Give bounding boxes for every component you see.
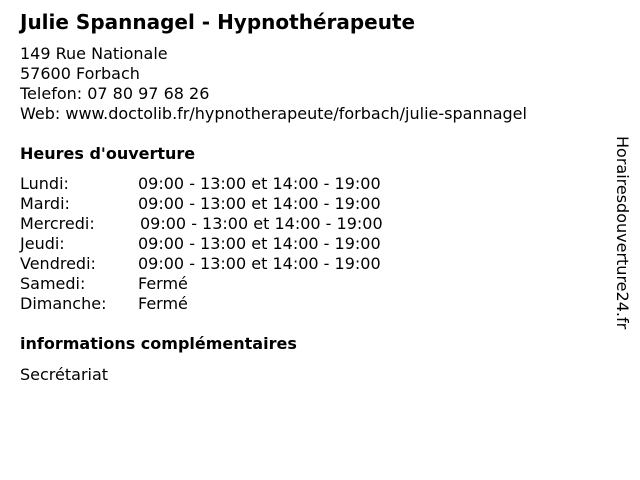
hours-time: Fermé bbox=[138, 294, 188, 313]
hours-heading: Heures d'ouverture bbox=[20, 144, 196, 163]
hours-time: 09:00 - 13:00 et 14:00 - 19:00 bbox=[138, 254, 381, 273]
hours-time: 09:00 - 13:00 et 14:00 - 19:00 bbox=[140, 214, 383, 233]
site-watermark: Horairesdouverture24.fr bbox=[613, 136, 632, 330]
hours-day: Lundi: bbox=[20, 174, 69, 193]
hours-time: 09:00 - 13:00 et 14:00 - 19:00 bbox=[138, 194, 381, 213]
website-link: Web: www.doctolib.fr/hypnotherapeute/forbach/julie-spannagel bbox=[20, 104, 527, 123]
hours-day: Dimanche: bbox=[20, 294, 107, 313]
extra-info-text: Secrétariat bbox=[20, 365, 109, 384]
street-address: 149 Rue Nationale bbox=[20, 44, 168, 63]
hours-day: Mardi: bbox=[20, 194, 70, 213]
phone-number: Telefon: 07 80 97 68 26 bbox=[20, 84, 210, 103]
hours-time: 09:00 - 13:00 et 14:00 - 19:00 bbox=[138, 174, 381, 193]
hours-day: Samedi: bbox=[20, 274, 86, 293]
hours-time: Fermé bbox=[138, 274, 188, 293]
hours-day: Vendredi: bbox=[20, 254, 96, 273]
extra-info-heading: informations complémentaires bbox=[20, 334, 297, 353]
hours-day: Jeudi: bbox=[20, 234, 65, 253]
hours-day: Mercredi: bbox=[20, 214, 95, 233]
city-address: 57600 Forbach bbox=[20, 64, 140, 83]
hours-time: 09:00 - 13:00 et 14:00 - 19:00 bbox=[138, 234, 381, 253]
address-block bbox=[20, 44, 527, 124]
page-title: Julie Spannagel - Hypnothérapeute bbox=[20, 10, 416, 34]
